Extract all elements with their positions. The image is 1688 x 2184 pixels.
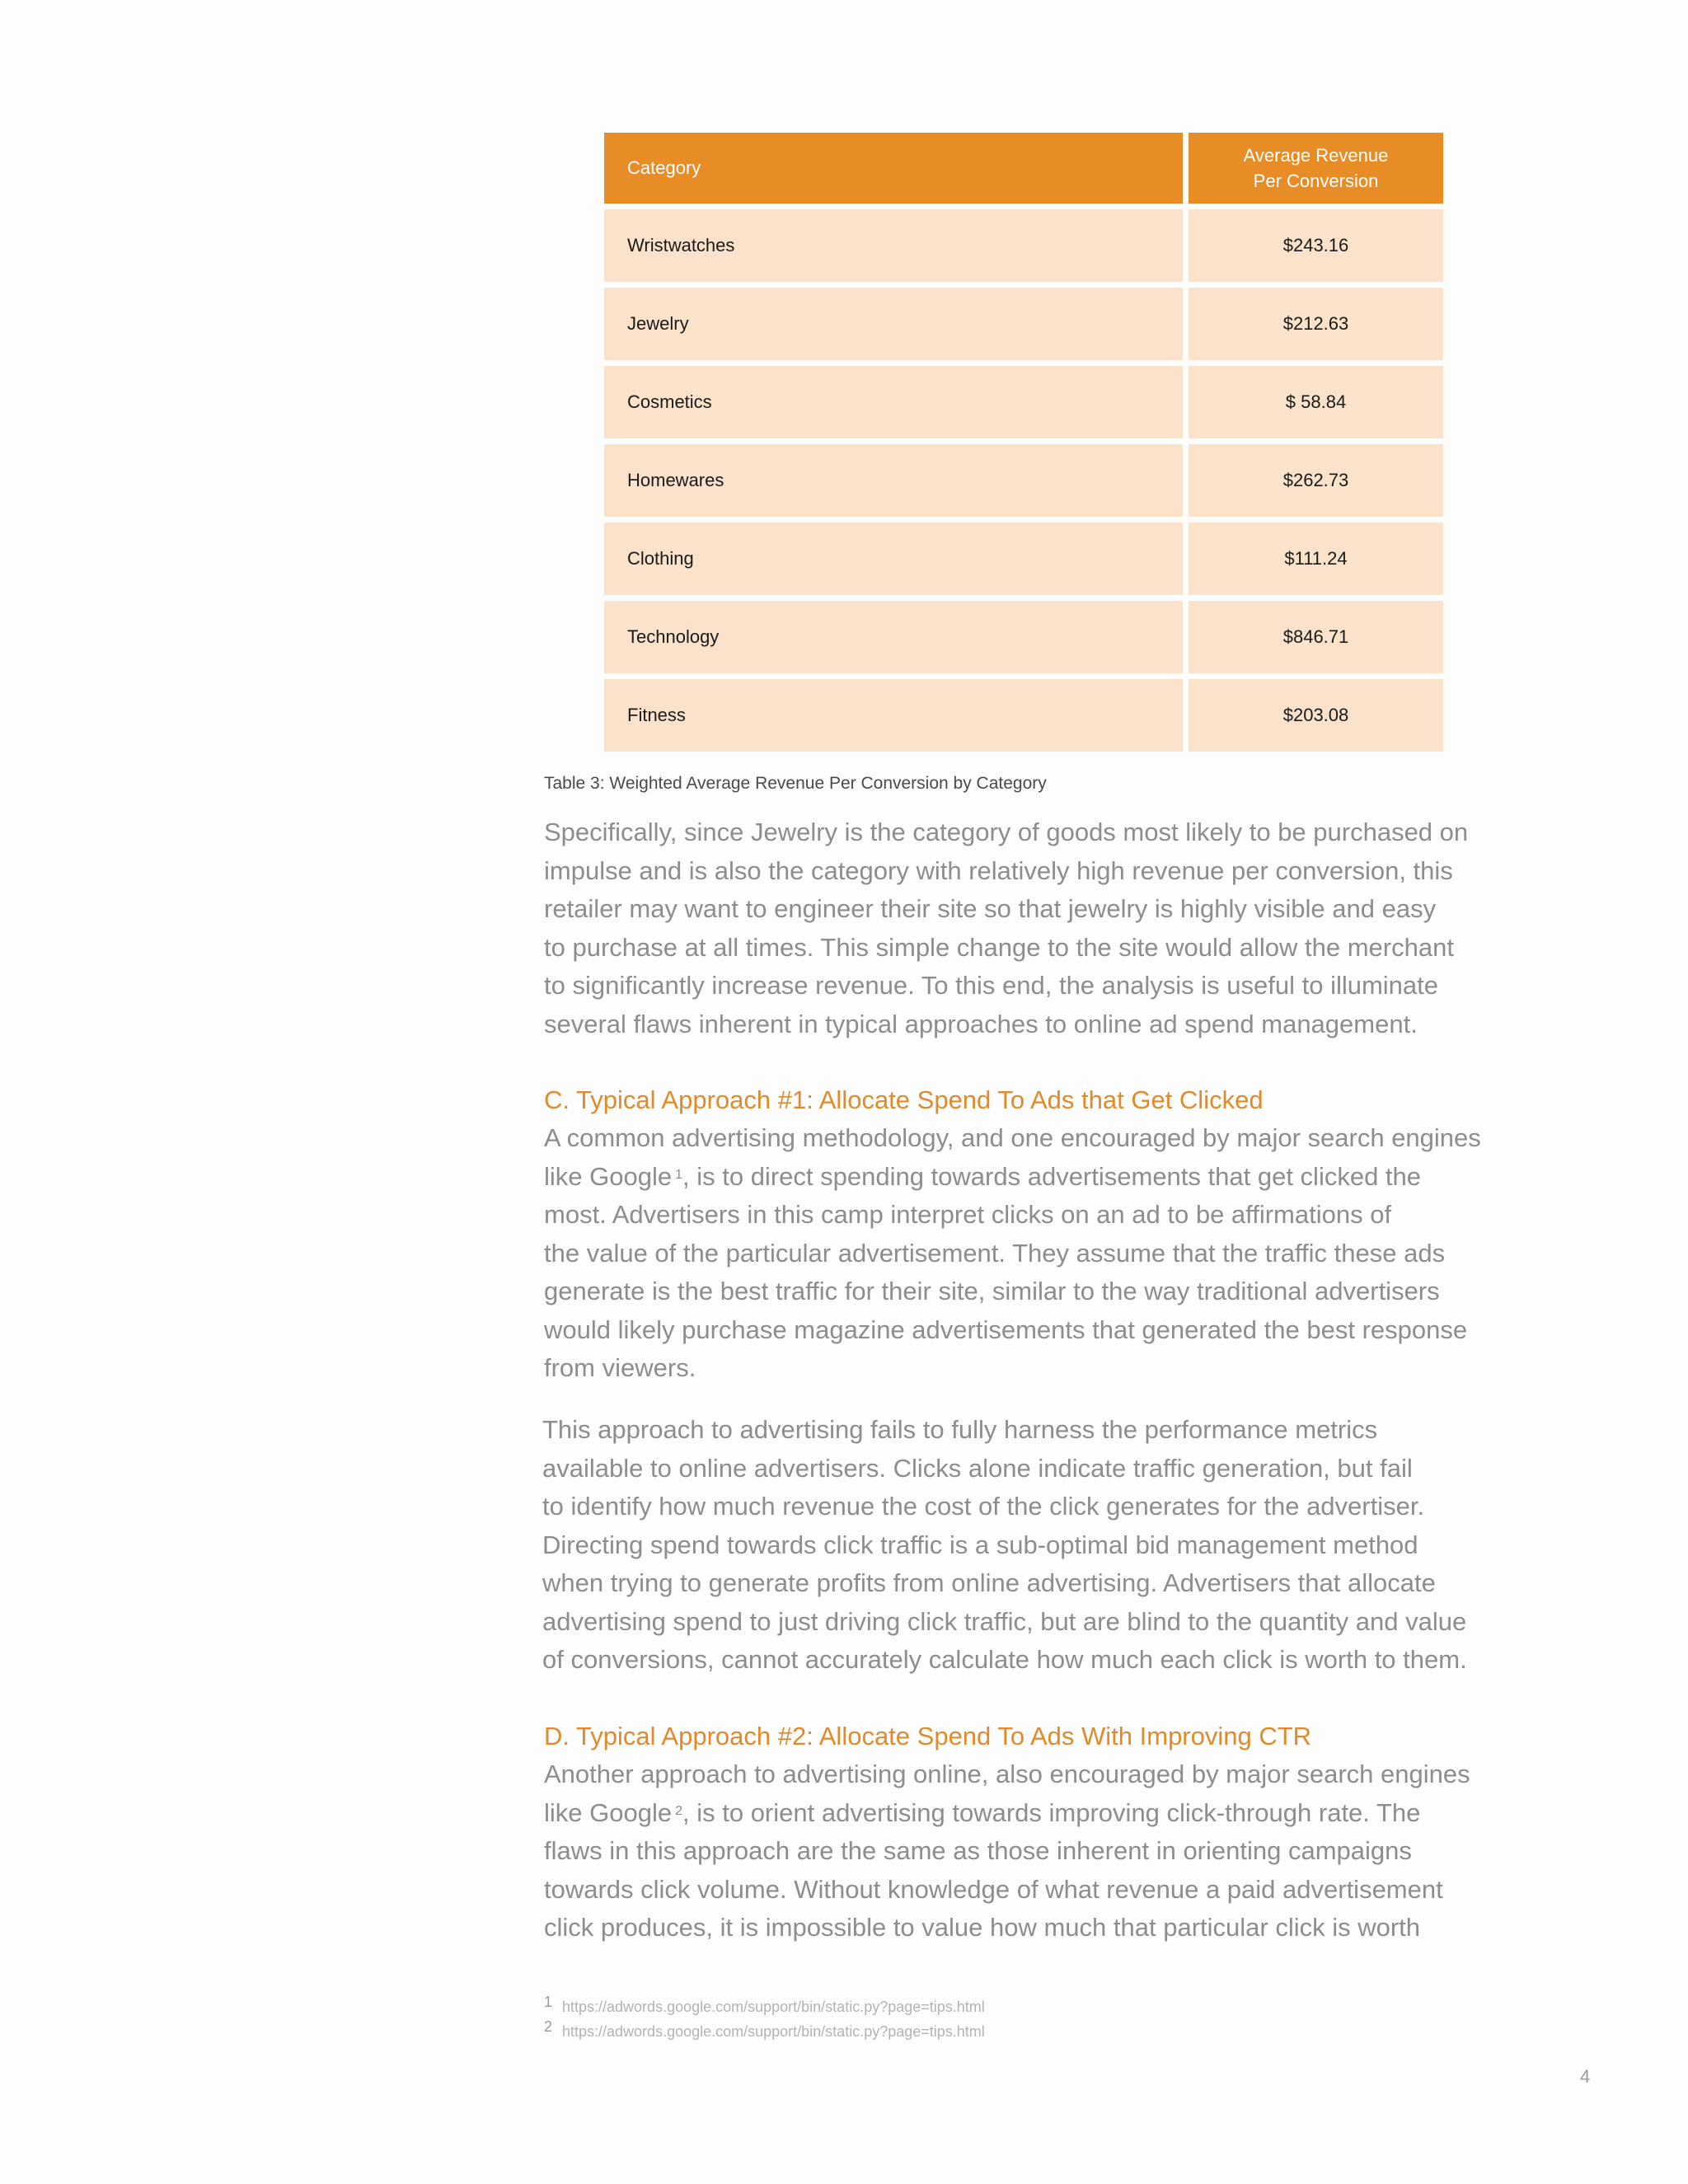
paragraph-jewelry: Specifically, since Jewelry is the category of goods most likely to be purchased on impulse and is also the category with relatively high revenue per conversion, this retailer may want to engineer their site so that jewelry is highly visible and easy to purchase at all times. This simple change to the site would allow the merchant to significantly increase revenue. To this end, the analysis is useful to illuminate several flaws inherent in typical approaches to online ad spend management. [544, 818, 1469, 1038]
table-cell-revenue: $ 58.84 [1189, 366, 1443, 438]
table-cell-revenue: $111.24 [1189, 523, 1443, 595]
footnote-link[interactable]: https://adwords.google.com/support/bin/static.py?page=tips.html [562, 2023, 985, 2040]
table-cell-revenue: $262.73 [1189, 444, 1443, 517]
table-cell-category: Wristwatches [604, 209, 1183, 282]
section-heading-c: C. Typical Approach #1: Allocate Spend To Ads that Get Clicked [544, 1085, 1264, 1114]
table-cell-category: Clothing [604, 523, 1183, 595]
footnote-link[interactable]: https://adwords.google.com/support/bin/static.py?page=tips.html [562, 1999, 985, 2015]
table-cell-category: Homewares [604, 444, 1183, 517]
table-cell-revenue: $243.16 [1189, 209, 1443, 282]
table-cell-category: Cosmetics [604, 366, 1183, 438]
header-category: Category [604, 133, 1183, 204]
table-cell-category: Fitness [604, 679, 1183, 752]
footnote: 1 https://adwords.google.com/support/bin/static.py?page=tips.html [544, 1994, 985, 2015]
paragraph-approach-1-critique: This approach to advertising fails to fully harness the performance metrics available to online advertisers. Clicks alone indicate traffic generation, but fail to identify how much revenue the cost of the click generates for the advertiser. Directing spend towards click traffic is a sub-optimal bid management method when trying to generate profits from online advertising. Advertisers that allocate advertising spend to just driving click traffic, but are blind to the quantity and value of conversions, cannot accurately calculate how much each click is worth to them. [542, 1415, 1467, 1674]
header-average-revenue: Average Revenue Per Conversion [1189, 133, 1443, 204]
footnote-ref-1: 1 [675, 1167, 682, 1182]
paragraph-approach-1: A common advertising methodology, and one encouraged by major search engines like Google $^1$, is to direct spending towards advertisements that get clicked the most. Advertisers in this camp interpret clicks on an ad to be affirmations of the value of the particular advertisement. They assume that the traffic these ads generate is the best traffic for their site, similar to the way traditional advertisers would likely purchase magazine advertisements that generated the best response from viewers. [544, 1123, 1481, 1382]
table-cell-revenue: $203.08 [1189, 679, 1443, 752]
table-cell-category: Jewelry [604, 288, 1183, 360]
table-cell-revenue: $212.63 [1189, 288, 1443, 360]
footnotes [544, 1994, 985, 2044]
footnote-ref-2: 2 [675, 1803, 682, 1818]
footnote: 2 https://adwords.google.com/support/bin/static.py?page=tips.html [544, 2018, 985, 2040]
table-cell-revenue: $846.71 [1189, 601, 1443, 673]
page-number: 4 [1580, 2066, 1591, 2087]
paragraph-approach-2: Another approach to advertising online, also encouraged by major search engines like Google $^2$, is to orient advertising towards improving click-through rate. The flaws in this approach are the same as those inherent in orienting campaigns towards click volume. Without knowledge of what revenue a paid advertisement click produces, it is impossible to value how much that particular click is worth [544, 1760, 1470, 1942]
table-caption: Table 3: Weighted Average Revenue Per Conversion by Category [544, 774, 1047, 793]
revenue-table [604, 133, 1443, 752]
section-heading-d: D. Typical Approach #2: Allocate Spend To Ads With Improving CTR [544, 1722, 1312, 1750]
table-cell-category: Technology [604, 601, 1183, 673]
